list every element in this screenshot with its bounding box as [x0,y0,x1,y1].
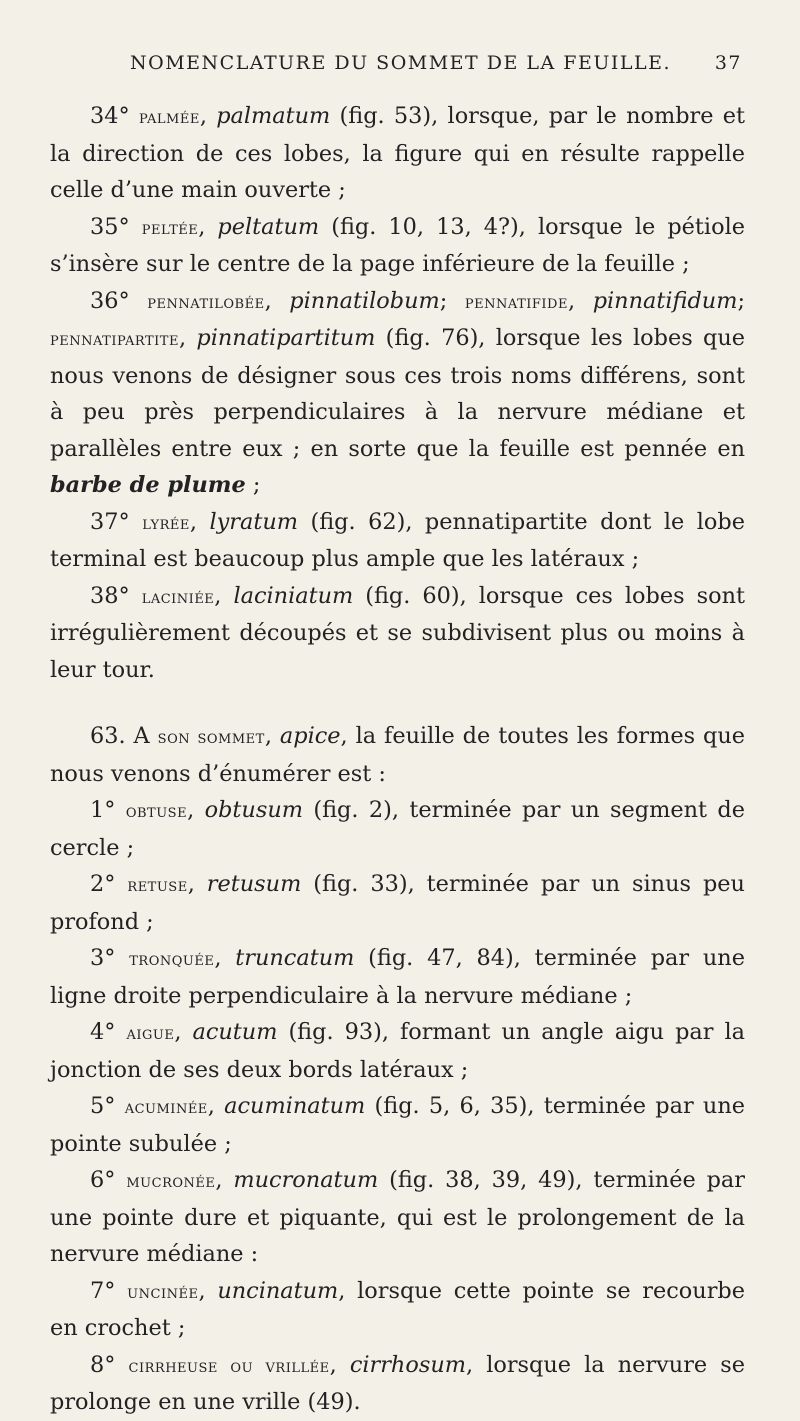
paragraph [50,209,745,283]
text-run: (fig. 10, 13, 4?), lorsque le pétiole s’insère sur le centre de la page inférieure de la feuille ; [50,213,745,277]
text-run: , lorsque cette pointe se recourbe en crochet ; [50,1277,745,1341]
page-body [50,98,745,1421]
paragraph [50,940,745,1014]
text-run: (fig. 53), lorsque, par le nombre et la direction de ces lobes, la figure qui en résulte rappelle celle d’une main ouverte ; [50,103,745,203]
latin-term: acutum [192,1019,278,1045]
text-run: (fig. 33), terminée par un sinus peu profond ; [50,871,745,935]
term-smallcaps: pennatifide [464,290,568,313]
text-run: (fig. 62), pennatipartite dont le lobe terminal est beaucoup plus ample que les latéraux ; [50,508,745,572]
text-run: , [264,287,290,314]
text-run: , [198,213,218,240]
term-smallcaps: lyrée [142,511,190,534]
text-run: , [214,582,234,609]
latin-term: lyratum [209,508,298,535]
latin-term: peltatum [217,213,320,240]
running-title: NOMENCLATURE DU SOMMET DE LA FEUILLE. [130,52,671,74]
latin-term: laciniatum [233,582,354,609]
term-smallcaps: pennatilobée [147,290,265,313]
text-run: , [264,723,280,749]
term-smallcaps: peltée [141,216,199,239]
text-run: , [187,871,207,897]
paragraph [50,1162,745,1273]
term-smallcaps: palmée [138,106,200,128]
text-run: , [199,103,217,129]
paragraph [50,718,745,792]
text-run: , [215,1167,234,1193]
text-run: , [329,1351,350,1378]
latin-term: mucronatum [233,1167,379,1193]
text-run: ; [245,472,261,498]
paragraph [50,1088,745,1162]
text-run: ; [737,287,745,314]
latin-term: retusum [206,871,302,897]
emphasis: barbe de plume [50,472,246,498]
term-smallcaps: obtuse [125,800,188,822]
latin-term: acuminatum [224,1093,366,1119]
paragraph [50,283,745,504]
term-smallcaps: pennatipartite [50,328,179,350]
text-run: , [214,945,236,971]
text-run: 1° [90,797,126,823]
text-run: , [178,325,197,351]
text-run: 2° [90,871,128,897]
term-smallcaps: acuminée [124,1096,208,1118]
paragraph-gap [50,688,745,718]
text-run: 36° [90,287,148,314]
paragraph [50,792,745,866]
paragraph [50,1347,745,1421]
paragraph [50,98,745,209]
latin-term: truncatum [235,945,355,971]
paragraph [50,1014,745,1088]
text-run: 35° [90,213,142,240]
paragraph [50,866,745,940]
text-run: ; [439,287,465,314]
text-run: , [174,1019,193,1045]
term-smallcaps: aigue [126,1022,175,1044]
text-run: 63. A [90,723,158,749]
text-run: (fig. 38, 39, 49), terminée par une pointe dure et piquante, qui est le prolongement de la nervure médiane : [50,1167,745,1267]
latin-term: obtusum [204,797,303,823]
text-run: (fig. 2), terminée par un segment de cercle ; [50,797,745,861]
latin-term: pinnatilobum [289,287,440,314]
text-run: 37° [90,508,143,535]
paragraph [50,1273,745,1347]
text-run: (fig. 47, 84), terminée par une ligne droite perpendiculaire à la nervure médiane ; [50,945,745,1009]
text-run: 34° [90,103,139,129]
text-run: (fig. 60), lorsque ces lobes sont irrégulièrement découpés et se subdivisent plus ou moins à leur tour. [50,582,745,683]
text-run: 8° [90,1351,129,1378]
text-run: , [207,1093,225,1119]
paragraph [50,504,745,578]
text-run: , [567,287,593,314]
latin-term: pinnatifidum [592,287,738,314]
term-smallcaps: mucronée [126,1170,216,1192]
paragraph [50,578,745,689]
term-smallcaps: retuse [127,874,188,896]
term-smallcaps: tronquée [129,948,215,970]
text-run: , [189,508,210,535]
latin-term: apice [279,723,341,749]
text-run: 4° [90,1019,127,1045]
page-number: 37 [714,52,742,74]
text-run: 7° [90,1277,128,1304]
term-smallcaps: son sommet [157,726,265,748]
term-smallcaps: cirrheuse ou vrillée [128,1354,330,1377]
term-smallcaps: uncinée [127,1280,199,1303]
text-run: (fig. 5, 6, 35), terminée par une pointe subulée ; [50,1093,745,1157]
text-run: 3° [90,945,130,971]
text-run: 5° [90,1093,125,1119]
text-run: (fig. 93), formant un angle aigu par la jonction de ses deux bords latéraux ; [50,1019,746,1083]
term-smallcaps: laciniée [141,585,215,608]
text-run: 6° [90,1167,127,1193]
text-run: 38° [90,582,142,609]
text-run: (fig. 76), lorsque les lobes que nous venons de désigner sous ces trois noms différens, sont à peu près perpendiculaires à la nervure médiane et parallèles entre eux ; en sorte que la feuille est pennée en [50,325,745,462]
latin-term: palmatum [216,103,331,129]
text-run: , la feuille de toutes les formes que nous venons d’énumérer est : [50,723,746,787]
latin-term: pinnatipartitum [196,325,376,351]
text-run: , [198,1277,218,1304]
text-run: , [187,797,205,823]
latin-term: cirrhosum [349,1351,466,1378]
text-run: , lorsque la nervure se prolonge en une vrille (49). [50,1351,745,1415]
latin-term: uncinatum [217,1277,339,1304]
